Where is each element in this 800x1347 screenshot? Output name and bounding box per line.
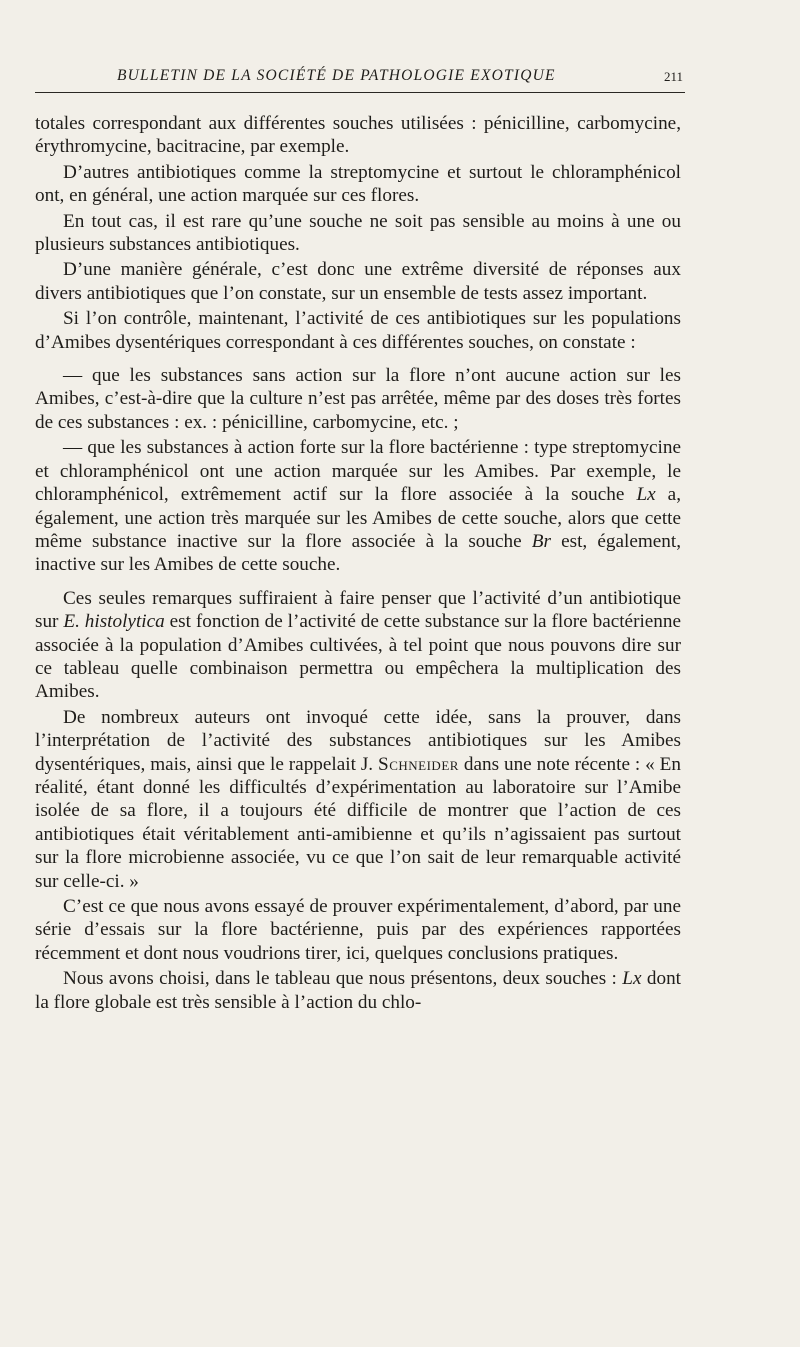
paragraph: totales correspondant aux différentes souches utilisées : pénicilline, carbomycine, érythromycine, bacitracine, par exemple. — [35, 113, 681, 158]
paragraph — [35, 967, 681, 1014]
text-run: est, également, inactive sur les Amibes de cette souche. — [35, 530, 681, 576]
text-run: Ces seules remarques suffiraient à faire penser que l’activité d’un antibiotique sur — [35, 587, 681, 633]
paragraph: En tout cas, il est rare qu’une souche ne soit pas sensible au moins à une ou plusieurs substances antibiotiques. — [35, 210, 681, 256]
paragraph: D’autres antibiotiques comme la streptomycine et surtout le chloramphénicol ont, en général, une action marquée sur ces flores. — [35, 161, 681, 207]
strain-name: Br — [531, 530, 551, 552]
text-run: dont la flore globale est très sensible à l’action du chlo- — [35, 968, 681, 1013]
text-run: dans une note récente : « En réalité, étant donné les difficultés d’expérimentation au laboratoire sur l’Amibe isolée de sa flore, il a toujours été difficile de montrer que l’action de ces antibiotiques était véritablement anti-amibienne et qu’ils n’agissaient pas surtout sur la flore microbienne associée, vu ce que l’on sait de leur remarquable activité sur celle-ci. » — [35, 753, 681, 892]
text-run: est fonction de l’activité de cette substance sur la flore bactérienne associée à la population d’Amibes cultivées, à tel point que nous pouvons dire sur ce tableau quelle combinaison permettra ou empêchera la multiplication des Amibes. — [35, 611, 682, 703]
page-number: 211 — [663, 69, 683, 84]
author-name: Schneider — [378, 753, 459, 775]
paragraph — [35, 706, 681, 893]
text-run: De nombreux auteurs ont invoqué cette idée, sans la prouver, dans l’interprétation de l’activité des substances antibiotiques sur les Amibes dysentériques, mais, ainsi que le rappelait J. — [35, 706, 681, 775]
journal-title: BULLETIN DE LA SOCIÉTÉ DE PATHOLOGIE EXOTIQUE — [117, 67, 556, 84]
paragraph — [35, 587, 681, 704]
dash-item — [35, 436, 681, 576]
paragraph: Si l’on contrôle, maintenant, l’activité de ces antibiotiques sur les populations d’Amibes dysentériques correspondant à ces différentes souches, on constate : — [35, 308, 681, 353]
species-name: E. histolytica — [63, 611, 165, 633]
strain-name: Lx — [622, 968, 642, 990]
body-text — [35, 112, 681, 1014]
text-run: Nous avons choisi, dans le tableau que nous présentons, deux souches : — [63, 968, 623, 990]
paragraph: C’est ce que nous avons essayé de prouver expérimentalement, d’abord, par une série d’essais sur la flore bactérienne, puis par des expériences rapportées récemment et dont nous voudrions tirer, ici, quelques conclusions pratiques. — [35, 896, 681, 964]
paragraph: D’une manière générale, c’est donc une extrême diversité de réponses aux divers antibiotiques que l’on constate, sur un ensemble de tests assez important. — [35, 259, 681, 304]
dash-item: — que les substances sans action sur la flore n’ont aucune action sur les Amibes, c’est-à-dire que la culture n’est pas arrêtée, même par des doses très fortes de ces substances : ex. : pénicilline, carbomycine, etc. ; — [35, 365, 681, 433]
text-run: a, également, une action très marquée sur les Amibes de cette souche, alors que cette même substance inactive sur la flore associée à la souche — [35, 484, 681, 552]
running-header — [35, 64, 685, 93]
strain-name: Lx — [636, 484, 656, 506]
text-run: — que les substances à action forte sur la flore bactérienne : type streptomycine et chloramphénicol ont une action marquée sur les Amibes. Par exemple, le chloramphénicol, extrêmement actif sur la flore associée à la souche — [35, 437, 681, 506]
